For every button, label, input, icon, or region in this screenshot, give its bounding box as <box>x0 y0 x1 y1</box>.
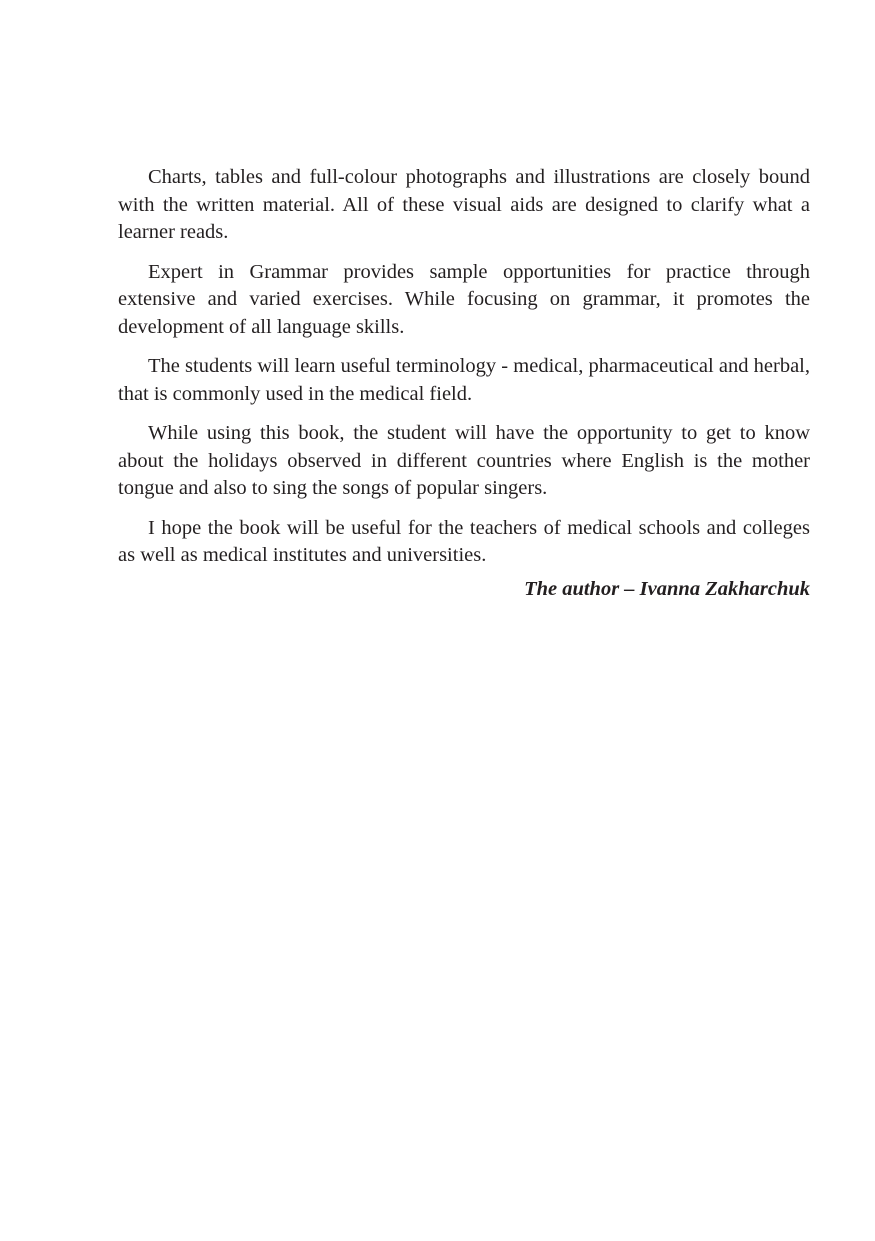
paragraph: I hope the book will be useful for the teachers of medical schools and colleges as well as medical institutes and universities. <box>118 516 810 566</box>
paragraph: Expert in Grammar provides sample opportunities for practice through extensive and varied exercises. While focusing on grammar, it promotes the development of all language skills. <box>118 260 810 338</box>
paragraph: While using this book, the student will have the opportunity to get to know about the holidays observed in different countries where English is the mother tongue and also to sing the songs of popular singers. <box>118 422 810 499</box>
paragraph: The students will learn useful terminology - medical, pharmaceutical and herbal, that is commonly used in the medical field. <box>118 355 810 405</box>
preface-body <box>118 164 810 603</box>
author-signature: The author – Ivanna Zakharchuk <box>524 577 810 600</box>
paragraph: Charts, tables and full-colour photographs and illustrations are closely bound with the written material. All of these visual aids are designed to clarify what a learner reads. <box>118 166 810 243</box>
